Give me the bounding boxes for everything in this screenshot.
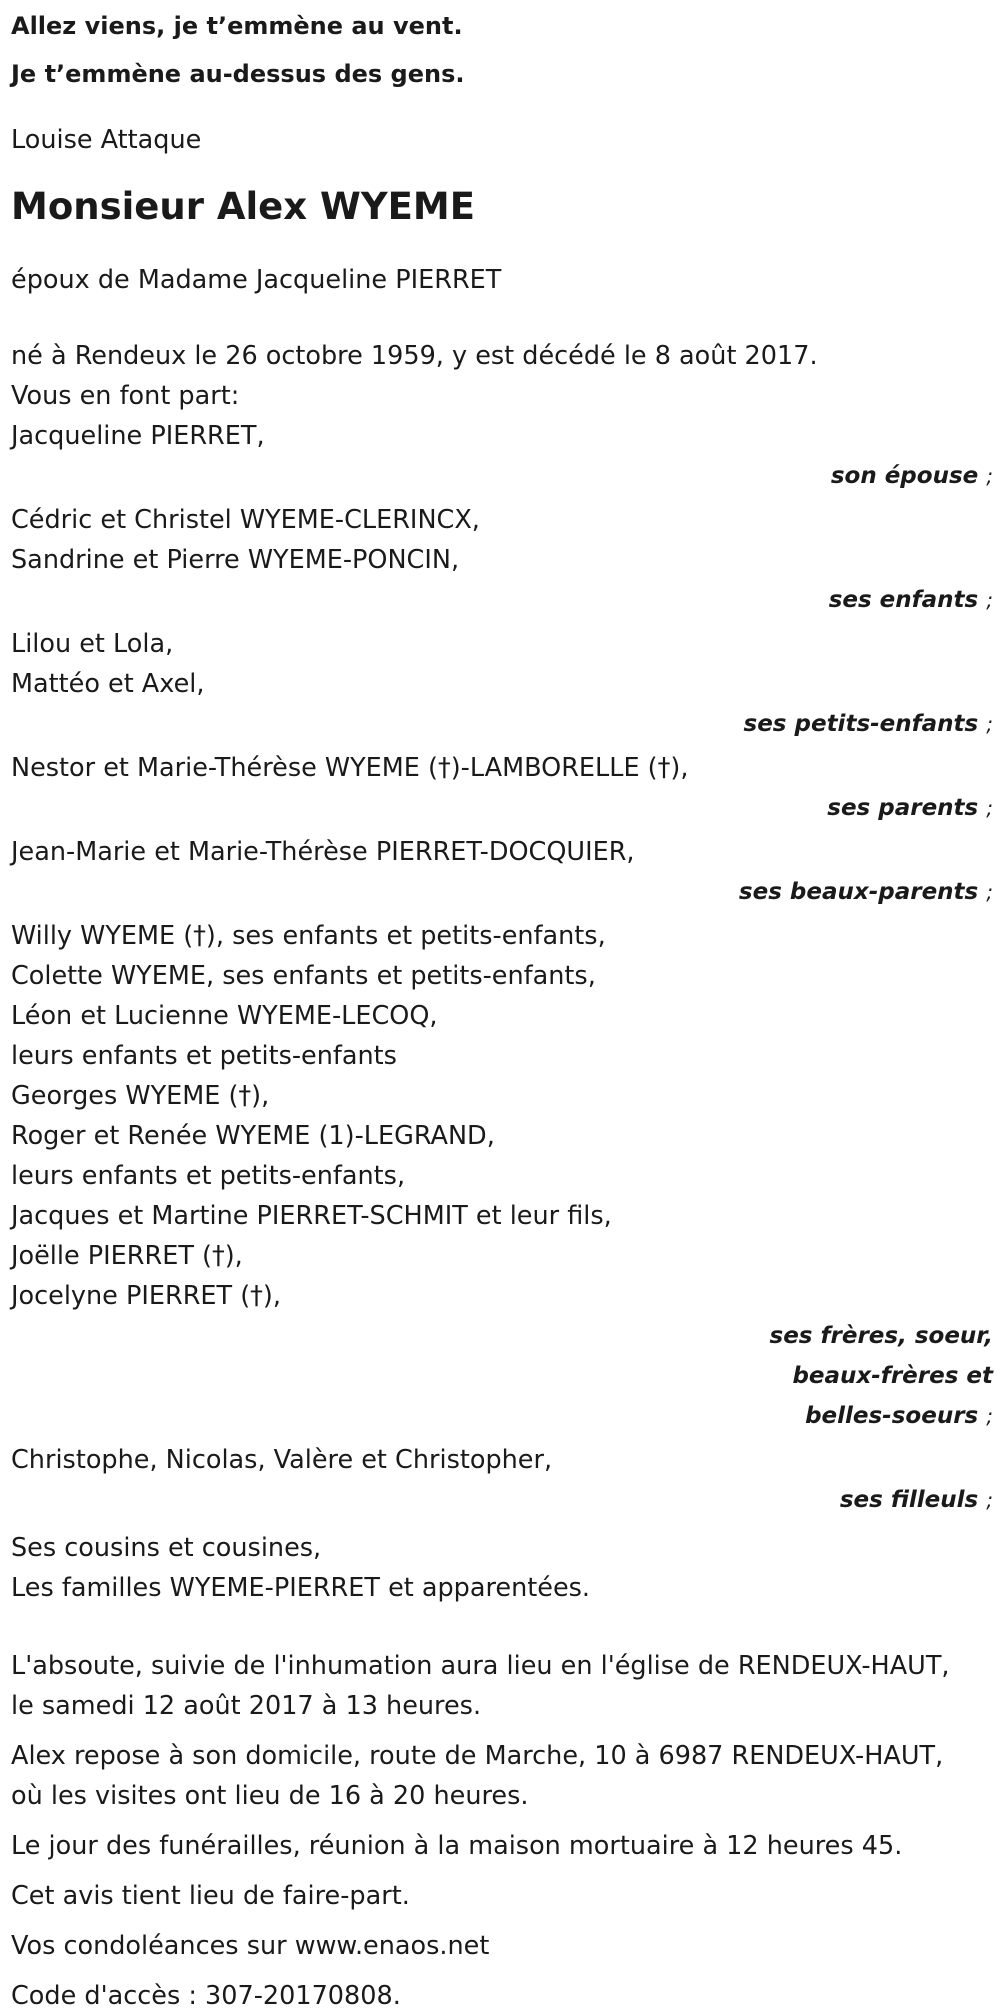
ceremony-line: le samedi 12 août 2017 à 13 heures. [11, 1691, 482, 1721]
family-member-line: leurs enfants et petits-enfants, [11, 1161, 406, 1191]
relation-text: ses petits-enfants [743, 711, 979, 737]
relation-separator: ; [986, 1488, 993, 1512]
quote-line: Je t’emmène au-dessus des gens. [11, 60, 465, 88]
relation-label [11, 580, 993, 620]
family-member-line: Jacques et Martine PIERRET-SCHMIT et leur fils, [11, 1201, 612, 1231]
family-member-line: Sandrine et Pierre WYEME-PONCIN, [11, 545, 460, 575]
ceremony-paragraph [11, 1736, 993, 1816]
relation-label [11, 1316, 993, 1356]
relation-label [11, 872, 993, 912]
family-group [11, 624, 993, 744]
relation-text: ses beaux-parents [738, 879, 979, 905]
family-member-line: Lilou et Lola, [11, 629, 174, 659]
obituary-notice [11, 0, 993, 2016]
family-member-line: Roger et Renée WYEME (1)-LEGRAND, [11, 1121, 495, 1151]
family-member-line: Christophe, Nicolas, Valère et Christopher, [11, 1445, 553, 1475]
ceremony-line: Alex repose à son domicile, route de Marche, 10 à 6987 RENDEUX-HAUT, [11, 1741, 944, 1771]
relation-text: son épouse [830, 463, 979, 489]
ceremony-paragraph [11, 1646, 993, 1726]
quote-line: Allez viens, je t’emmène au vent. [11, 12, 463, 40]
family-member-line: Jean-Marie et Marie-Thérèse PIERRET-DOCQUIER, [11, 837, 635, 867]
family-intro: Vous en font part: [11, 381, 240, 411]
family-member-line: Georges WYEME (†), [11, 1081, 270, 1111]
family-group [11, 1440, 993, 1520]
ceremony-line: Code d'accès : 307-20170808. [11, 1981, 401, 2011]
family-list [11, 416, 993, 1520]
relation-label [11, 704, 993, 744]
relation-label [11, 1480, 993, 1520]
birth-death-line: né à Rendeux le 26 octobre 1959, y est décédé le 8 août 2017. [11, 341, 818, 371]
ceremony-line: L'absoute, suivie de l'inhumation aura lieu en l'église de RENDEUX-HAUT, [11, 1651, 950, 1681]
family-group [11, 416, 993, 496]
relation-label [11, 456, 993, 496]
epigraph [11, 0, 993, 98]
ceremony-paragraph [11, 1826, 993, 1866]
ceremony-line: Le jour des funérailles, réunion à la maison mortuaire à 12 heures 45. [11, 1831, 903, 1861]
family-member-line: Jocelyne PIERRET (†), [11, 1281, 281, 1311]
ceremony-paragraph [11, 1876, 993, 1916]
relation-label [11, 1356, 993, 1396]
family-member-line: Willy WYEME (†), ses enfants et petits-enfants, [11, 921, 606, 951]
family-member-line: Joëlle PIERRET (†), [11, 1241, 243, 1271]
ceremony-line: Cet avis tient lieu de faire-part. [11, 1881, 410, 1911]
family-group [11, 500, 993, 620]
family-group [11, 916, 993, 1436]
relation-separator: ; [986, 880, 993, 904]
family-group [11, 748, 993, 828]
family-member-line: Léon et Lucienne WYEME-LECOQ, [11, 1001, 438, 1031]
family-group [11, 832, 993, 912]
relation-text: belles-soeurs [805, 1403, 979, 1429]
family-member-line: Cédric et Christel WYEME-CLERINCX, [11, 505, 480, 535]
family-member-line: Mattéo et Axel, [11, 669, 205, 699]
relation-label [11, 1396, 993, 1436]
relation-separator: ; [986, 588, 993, 612]
relation-text: ses filleuls [839, 1487, 979, 1513]
ceremony-paragraph [11, 1926, 993, 1966]
family-member-line: Nestor et Marie-Thérèse WYEME (†)-LAMBORELLE (†), [11, 753, 689, 783]
spouse-line: époux de Madame Jacqueline PIERRET [11, 265, 502, 295]
family-member-line: Colette WYEME, ses enfants et petits-enfants, [11, 961, 596, 991]
relation-separator: ; [986, 796, 993, 820]
other-relatives [11, 1528, 993, 1608]
relatives-line: Ses cousins et cousines, [11, 1533, 322, 1563]
relation-text: ses parents [827, 795, 979, 821]
relation-text: ses enfants [828, 587, 979, 613]
relation-label [11, 788, 993, 828]
relatives-line: Les familles WYEME-PIERRET et apparentées. [11, 1573, 591, 1603]
relation-text: ses frères, soeur, [769, 1323, 993, 1349]
relation-separator: ; [986, 1404, 993, 1428]
ceremony-line: où les visites ont lieu de 16 à 20 heures. [11, 1781, 529, 1811]
relation-text: beaux-frères et [792, 1363, 993, 1389]
ceremony-line: Vos condoléances sur www.enaos.net [11, 1931, 490, 1961]
ceremony-paragraph [11, 1976, 993, 2016]
family-member-line: Jacqueline PIERRET, [11, 421, 265, 451]
relation-separator: ; [986, 464, 993, 488]
quote-author: Louise Attaque [11, 125, 202, 155]
deceased-name: Monsieur Alex WYEME [11, 185, 475, 228]
relation-separator: ; [986, 712, 993, 736]
ceremony-info [11, 1646, 993, 2016]
family-member-line: leurs enfants et petits-enfants [11, 1041, 397, 1071]
